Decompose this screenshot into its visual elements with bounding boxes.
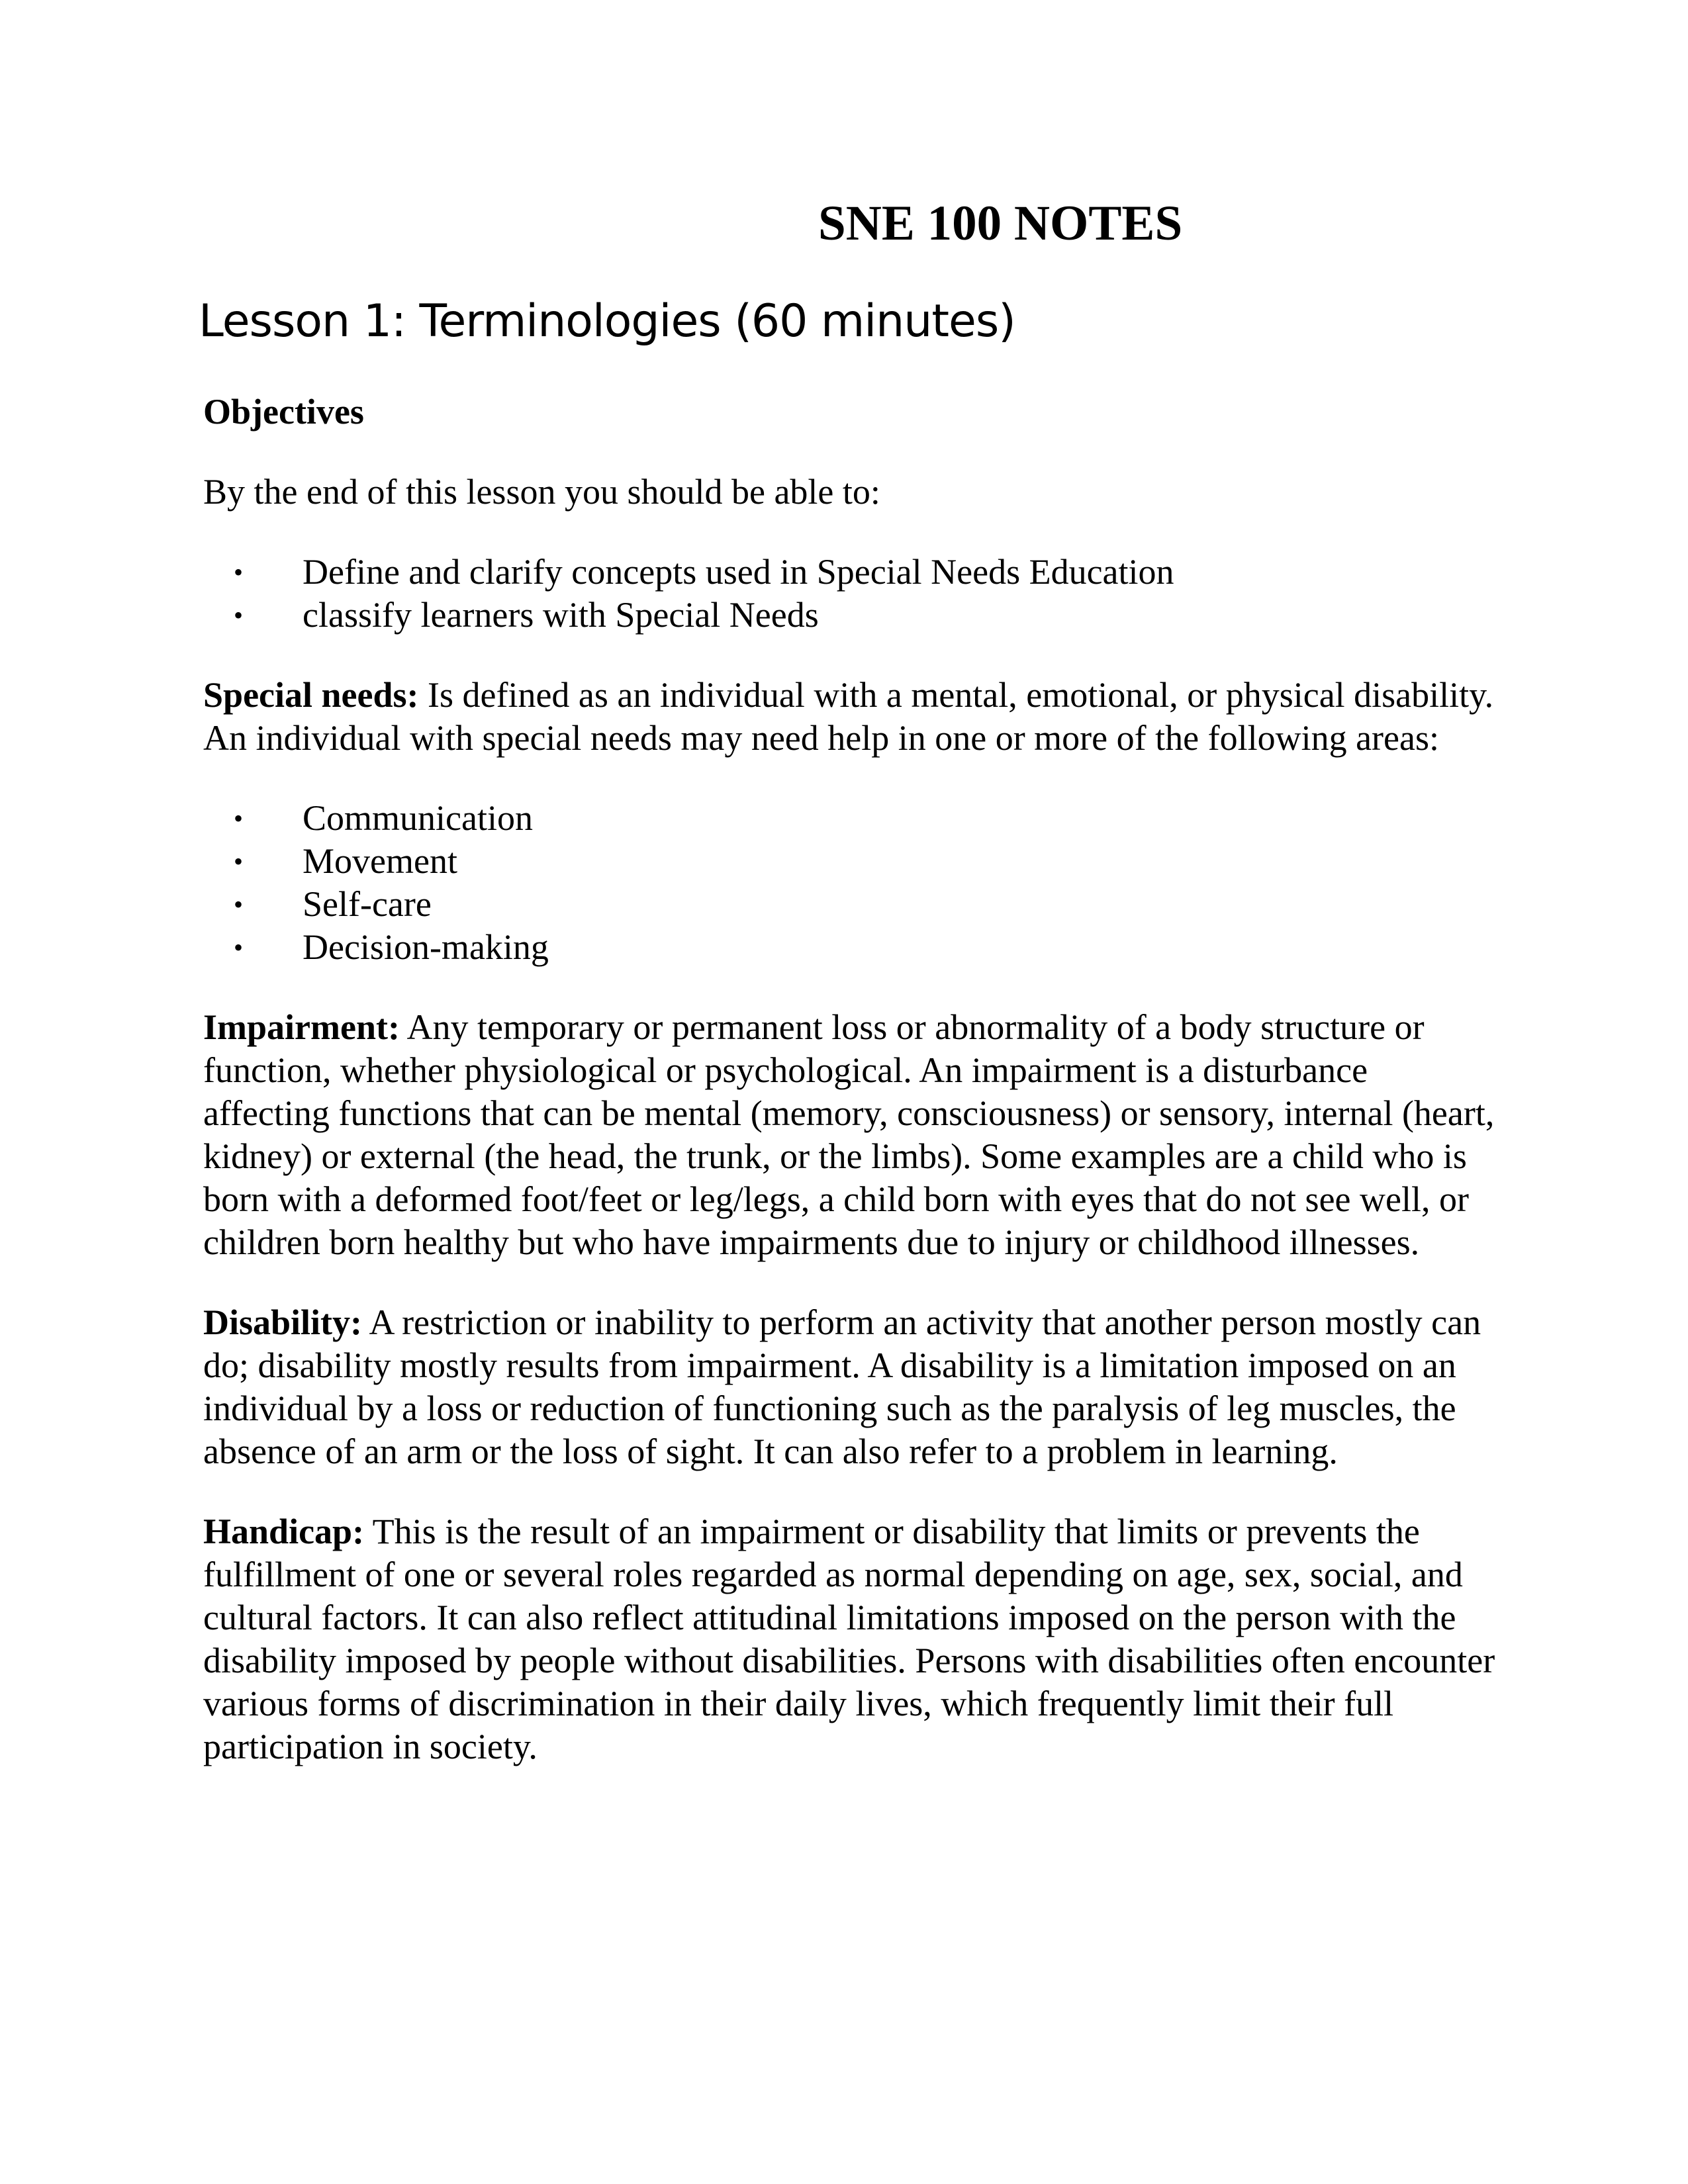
objectives-list [203, 551, 1501, 637]
document-body [203, 390, 1501, 1768]
list-item [203, 840, 1501, 883]
area-text: Self-care [303, 884, 432, 924]
list-item [203, 926, 1501, 969]
list-item [203, 883, 1501, 926]
document-title: SNE 100 NOTES [818, 196, 1183, 251]
list-item [203, 594, 1501, 637]
bullet-icon: • [234, 803, 244, 833]
lesson-heading: Lesson 1: Terminologies (60 minutes) [199, 295, 1015, 347]
bullet-icon: • [234, 557, 244, 587]
special-needs-paragraph [203, 674, 1501, 760]
objectives-intro: By the end of this lesson you should be able to: [203, 472, 880, 512]
objective-text: classify learners with Special Needs [303, 595, 819, 635]
list-item [203, 797, 1501, 840]
objective-text: Define and clarify concepts used in Special Needs Education [303, 552, 1174, 592]
objectives-heading: Objectives [203, 392, 364, 432]
impairment-definition: Any temporary or permanent loss or abnormality of a body structure or function, whether physiological or psychological. An impairment is a disturbance affecting functions that can be mental (memory, consciousness) or sensory, internal (heart, kidney) or external (the head, the trunk, or the limbs). Some examples are a child who is born with a deformed foot/feet or leg/legs, a child born with eyes that do not see well, or children born healthy but who have impairments due to injury or childhood illnesses. [203, 1007, 1495, 1262]
impairment-term: Impairment: [203, 1007, 400, 1047]
special-needs-definition: Is defined as an individual with a mental, emotional, or physical disability. An individual with special needs may need help in one or more of the following areas: [203, 675, 1494, 758]
area-text: Communication [303, 798, 533, 838]
bullet-icon: • [234, 889, 244, 919]
area-text: Movement [303, 841, 457, 881]
bullet-icon: • [234, 846, 244, 876]
disability-definition: A restriction or inability to perform an activity that another person mostly can do; disability mostly results from impairment. A disability is a limitation imposed on an individual by a loss or reduction of functioning such as the paralysis of leg muscles, the absence of an arm or the loss of sight. It can also refer to a problem in learning. [203, 1302, 1481, 1471]
handicap-definition: This is the result of an impairment or disability that limits or prevents the fulfillment of one or several roles regarded as normal depending on age, sex, social, and cultural factors. It can also reflect attitudinal limitations imposed on the person with the disability imposed by people without disabilities. Persons with disabilities often encounter various forms of discrimination in their daily lives, which frequently limit their full participation in society. [203, 1512, 1495, 1766]
area-text: Decision-making [303, 927, 549, 967]
special-needs-term: Special needs: [203, 675, 419, 715]
disability-paragraph [203, 1301, 1501, 1473]
impairment-paragraph [203, 1006, 1501, 1264]
special-needs-areas-list [203, 797, 1501, 969]
handicap-paragraph [203, 1510, 1501, 1768]
bullet-icon: • [234, 933, 244, 962]
disability-term: Disability: [203, 1302, 363, 1342]
list-item [203, 551, 1501, 594]
bullet-icon: • [234, 600, 244, 630]
handicap-term: Handicap: [203, 1512, 365, 1551]
